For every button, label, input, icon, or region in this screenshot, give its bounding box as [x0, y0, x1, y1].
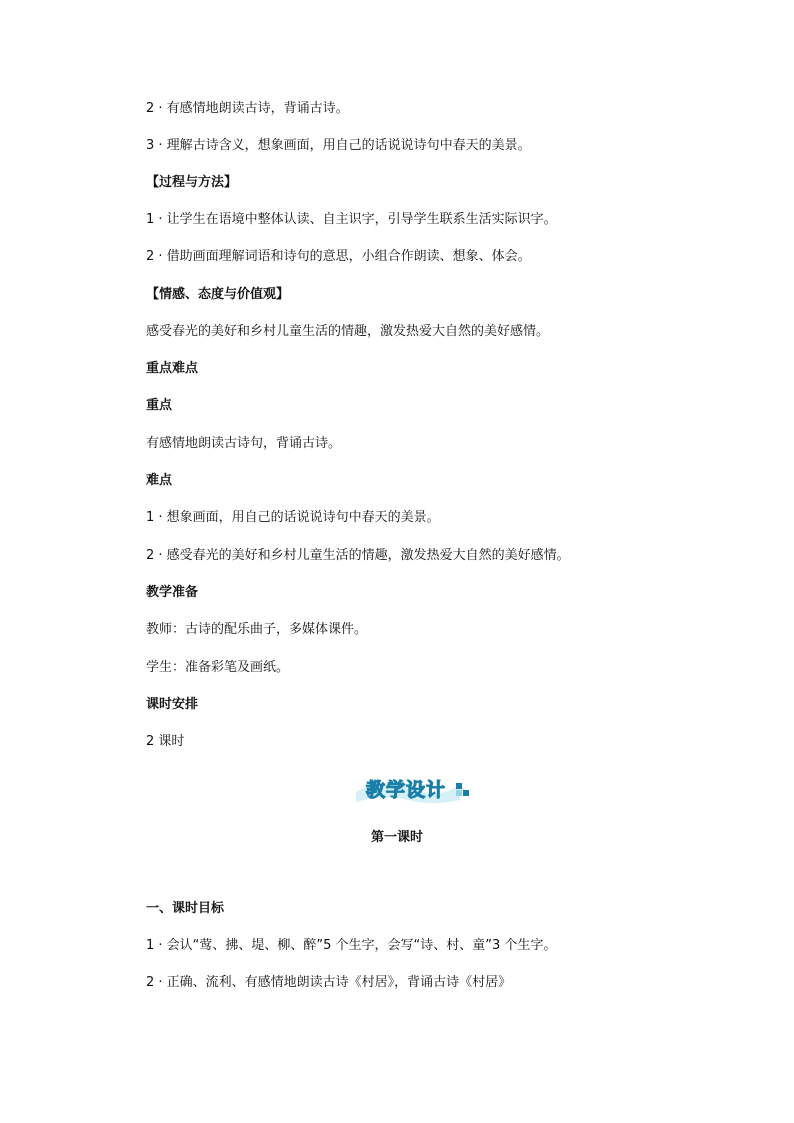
line-2: 3 · 理解古诗含义，想象画面，用自己的话说说诗句中春天的美景。	[146, 138, 531, 153]
line-9: 教师：古诗的配乐曲子，多媒体课件。	[146, 622, 368, 637]
banner-text: 教学设计	[365, 779, 447, 801]
banner-square-2	[463, 790, 469, 796]
section-heading: 一、课时目标	[146, 901, 225, 916]
line-1: 2 · 有感情地朗读古诗，背诵古诗。	[146, 101, 349, 116]
line-3: 1 · 让学生在语境中整体认读、自主识字，引导学生联系生活实际识字。	[146, 212, 557, 227]
line-8: 2 · 感受春光的美好和乡村儿童生活的情趣，激发热爱大自然的美好感情。	[146, 548, 570, 563]
heading-difficult: 难点	[146, 473, 173, 488]
heading-key-difficult: 重点难点	[146, 361, 199, 376]
heading-preparation: 教学准备	[146, 585, 199, 600]
section-item-2: 2 · 正确、流利、有感情地朗读古诗《村居》，背诵古诗《村居》	[146, 975, 512, 990]
teaching-design-banner	[352, 772, 472, 806]
section-item-1: 1 · 会认“莺、拂、堤、柳、醉”5 个生字，会写“诗、村、童”3 个生字。	[146, 938, 557, 953]
heading-key-points: 重点	[146, 398, 173, 413]
line-5: 感受春光的美好和乡村儿童生活的情趣，激发热爱大自然的美好感情。	[146, 324, 550, 339]
line-10: 学生：准备彩笔及画纸。	[146, 660, 290, 675]
heading-emotion-attitude: 【情感、态度与价值观】	[146, 287, 290, 302]
lesson-title: 第一课时	[370, 830, 423, 845]
heading-schedule: 课时安排	[146, 697, 199, 712]
banner-square-3	[456, 790, 462, 796]
line-11: 2 课时	[146, 734, 185, 749]
line-4: 2 · 借助画面理解词语和诗句的意思，小组合作朗读、想象、体会。	[146, 249, 531, 264]
heading-process-method: 【过程与方法】	[146, 175, 238, 190]
line-7: 1 · 想象画面，用自己的话说说诗句中春天的美景。	[146, 510, 440, 525]
banner-square-1	[456, 783, 462, 789]
line-6: 有感情地朗读古诗句，背诵古诗。	[146, 436, 342, 451]
